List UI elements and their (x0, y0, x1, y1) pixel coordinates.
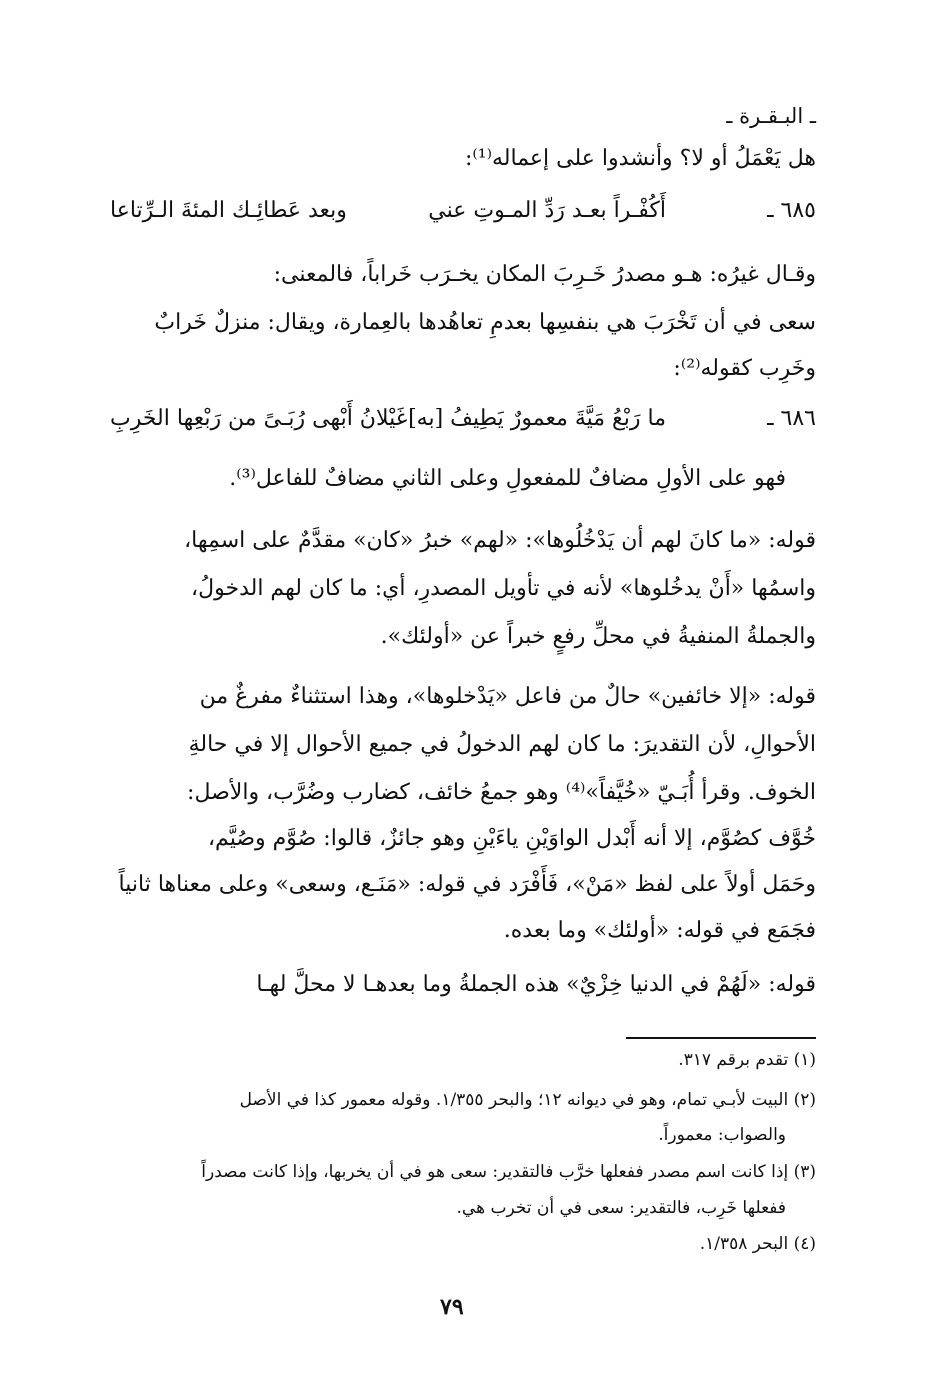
verse-number: ٦٨٥ ـ (767, 198, 816, 223)
verse-first-hemistich: أَكُفْـراً بعـد رَدِّ المـوتِ عني (428, 198, 666, 223)
text-line: وقـال غيرُه: هـو مصدرُ خَـرِبَ المكان يخـرَب خَراباً، فالمعنى: (273, 262, 816, 287)
footnote-separator (626, 1037, 816, 1039)
running-header: ـ البـقـرة ـ (726, 104, 816, 128)
text-line: وخَرِب كقوله⁽²⁾: (673, 356, 816, 381)
text-line: قوله: «لَهُمْ في الدنيا خِزْيٌ» هذه الجملةُ وما بعدهـا لا محلَّ لهـا (256, 972, 816, 997)
text-line: فهو على الأولِ مضافٌ للمفعولِ وعلى الثاني مضافٌ للفاعل⁽³⁾. (229, 466, 786, 491)
footnote-2-continued: والصواب: معموراً. (658, 1125, 786, 1145)
footnote-3: (٣) إذا كانت اسم مصدر ففعلها خرَّب فالتقدير: سعى هو في أن يخربها، وإذا كانت مصدراً (201, 1162, 816, 1182)
text-line: قوله: «إلا خائفين» حالٌ من فاعل «يَدْخلوها»، وهذا استثناءٌ مفرغٌ من (199, 684, 816, 709)
verse-685 (110, 198, 816, 223)
verse-number: ٦٨٦ ـ (767, 406, 816, 431)
footnote-1: (١) تقدم برقم ٣١٧. (678, 1050, 816, 1070)
text-line: الأحوالِ، لأن التقديرَ: ما كان لهم الدخولُ في جميع الأحوال إلا في حالةِ (188, 732, 816, 757)
text-line: هل يَعْمَلُ أو لا؟ وأنشدوا على إعماله⁽¹⁾: (464, 146, 816, 171)
verse-686 (110, 406, 816, 431)
text-line: الخوف. وقرأ أُبَـيّ «خُيَّفاً»⁽⁴⁾ وهو جمعُ خائف، كضارب وضُرَّب، والأصل: (187, 780, 816, 805)
footnote-2: (٢) البيت لأبـي تمام، وهو في ديوانه ١٢؛ والبحر ١/٣٥٥. وقوله معمور كذا في الأصل (239, 1090, 816, 1110)
text-line: واسمُها «أَنْ يدخُلوها» لأنه في تأويل المصدرِ، أي: ما كان لهم الدخولُ، (191, 576, 816, 601)
text-line: خُوَّف كصُوَّم، إلا أنه أَبْدل الواوَيْنِ ياءَيْنِ وهو جائزٌ، قالوا: صُوَّم وصُيَّم، (207, 826, 816, 851)
page-number: ٧٩ (440, 1294, 464, 1320)
verse-second-hemistich: غَيْلانُ أَبْهى رُبَـىً من رَبْعِها الخَرِبِ (110, 406, 408, 431)
verse-second-hemistich: وبعد عَطائِـك المئةَ الـرِّتاعا (110, 198, 347, 223)
footnote-3-continued: ففعلها خَرِب، فالتقدير: سعى في أن تخرب هي. (456, 1198, 786, 1218)
text-line: والجملةُ المنفيةُ في محلِّ رفعٍ خبراً عن «أولئك». (380, 624, 816, 649)
footnote-4: (٤) البحر ١/٣٥٨. (699, 1234, 816, 1254)
text-line: سعى في أن تَخْرَبَ هي بنفسِها بعدمِ تعاهُدها بالعِمارة، ويقال: منزلٌ خَرابٌ (154, 310, 816, 335)
text-line: وحَمَل أولاً على لفظ «مَنْ»، فَأَفْرَد في قوله: «مَنَـع، وسعى» وعلى معناها ثانياً (118, 872, 816, 897)
text-line: فجَمَع في قوله: «أولئك» وما بعده. (503, 918, 816, 943)
text-line: قوله: «ما كانَ لهم أن يَدْخُلُوها»: «لهم» خبرُ «كان» مقدَّمٌ على اسمِها، (184, 528, 816, 553)
verse-first-hemistich: ما رَبْعُ مَيَّةَ معمورٌ يَطِيفُ [به] (408, 406, 666, 431)
